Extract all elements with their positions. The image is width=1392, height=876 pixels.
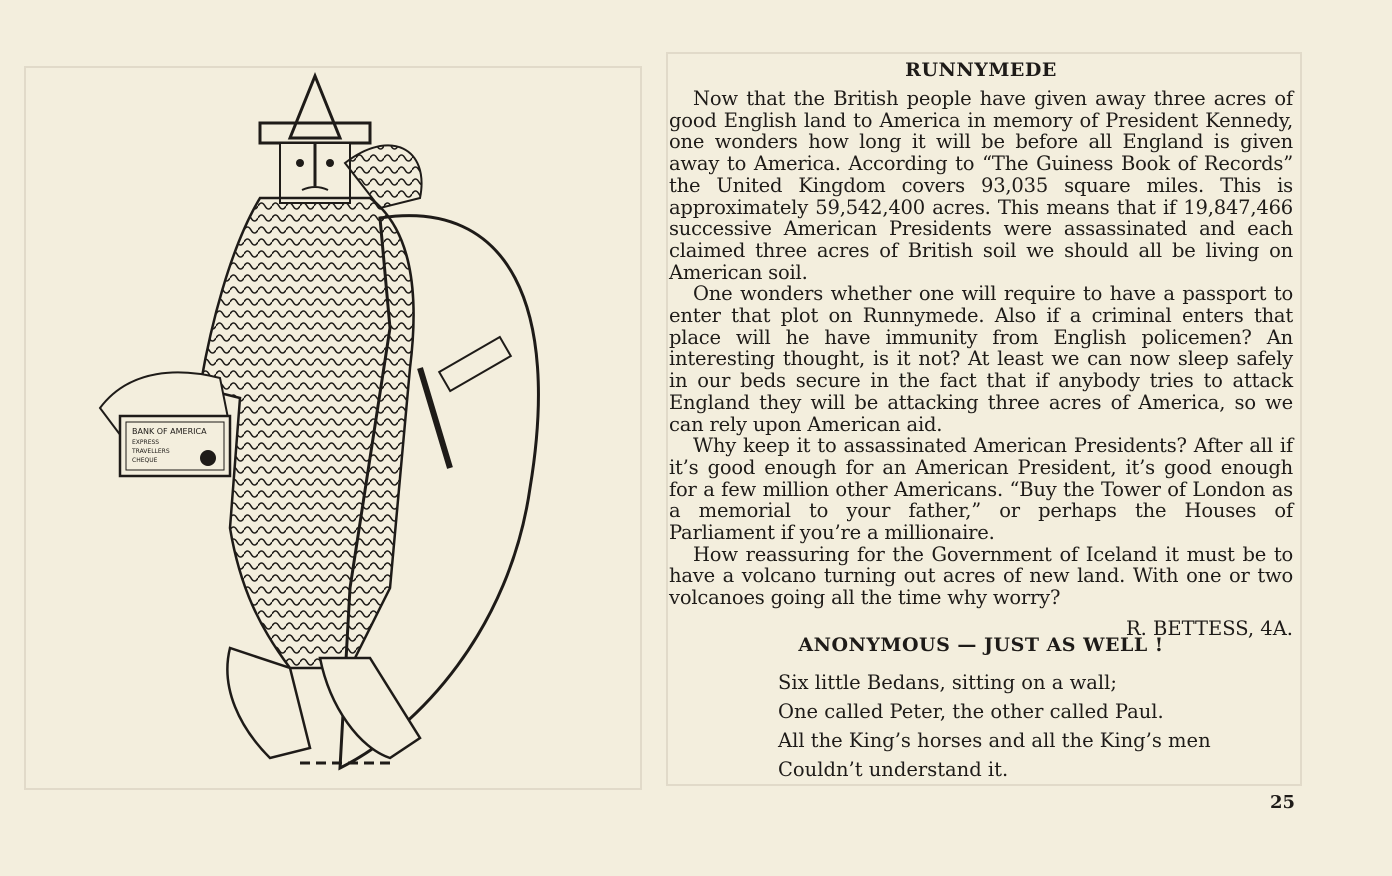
poem-line: One called Peter, the other called Paul. (778, 700, 1164, 723)
article-title: RUNNYMEDE (905, 59, 1057, 81)
poem-line: Couldn’t understand it. (778, 758, 1009, 781)
poem (778, 668, 1278, 784)
article-paragraph: Why keep it to assassinated American Presidents? After all if it’s good enough for an American President, it’s good enough for a few million other Americans. “Buy the Tower of London as a memorial to your father,” or perhaps the Houses of Parliament if you’re a millionaire. (669, 434, 1293, 545)
page-number: 25 (1270, 792, 1296, 813)
article-paragraph: Now that the British people have given away three acres of good English land to America in memory of President Kennedy, one wonders how long it will be before all England is given away to America. According to “The Guiness Book of Records” the United Kingdom covers 93,035 square miles. This is approximately 59,542,400 acres. This means that if 19,847,466 successive American Presidents were assassinated and each claimed three acres of British soil we should all be living on American soil. (669, 87, 1293, 284)
travellers-cheque-icon (120, 416, 230, 476)
cheque-text-2: EXPRESS (132, 439, 160, 446)
chainmail-body (200, 198, 414, 668)
cheque-text-1: BANK OF AMERICA (132, 427, 207, 436)
knight-illustration (90, 68, 650, 778)
cheque-text-3: TRAVELLERS (132, 448, 170, 455)
poem-line: Six little Bedans, sitting on a wall; (778, 671, 1117, 694)
poem-title: ANONYMOUS — JUST AS WELL ! (798, 634, 1164, 656)
helmet-icon (290, 76, 340, 138)
article-runnymede (669, 58, 1293, 640)
article-signature: R. BETTESS, 4A. (1125, 616, 1293, 640)
article-paragraph: How reassuring for the Government of Iceland it must be to have a volcano turning out acres of new land. With one or two volcanoes going all the time why worry? (669, 542, 1293, 610)
article-paragraph: One wonders whether one will require to have a passport to enter that plot on Runnymede. Also if a criminal enters that place will he have immunity from English policemen? An interesting thought, is it not? At least we can now sleep safely in our beds secure in the fact that if anybody tries to attack England they will be attacking three acres of America, so we can rely upon American aid. (669, 282, 1293, 436)
poem-line: All the King’s horses and all the King’s men (778, 729, 1211, 752)
cheque-text-4: CHEQUE (132, 457, 158, 464)
